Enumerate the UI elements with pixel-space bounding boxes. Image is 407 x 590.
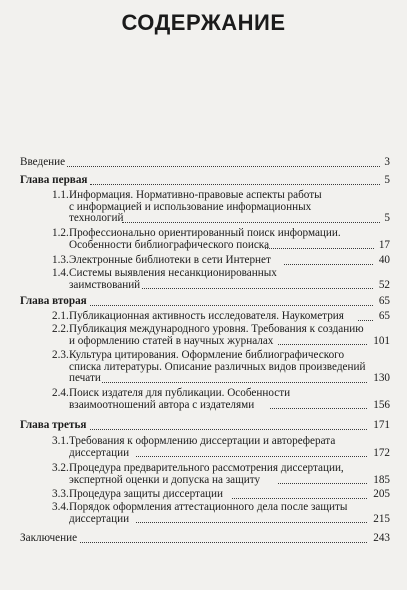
dot-leader <box>80 542 367 543</box>
dot-leader <box>284 264 373 265</box>
section-title-line: печати <box>69 372 101 385</box>
dot-leader <box>358 320 373 321</box>
dot-leader <box>90 184 380 185</box>
section-title-line: Процедура защиты диссертации <box>69 488 224 500</box>
section-title-line: Электронные библиотеки в сети Интернет <box>69 254 271 266</box>
toc-entry-intro <box>20 157 390 169</box>
section-number: 2.4. <box>52 387 69 399</box>
dot-leader <box>122 222 380 223</box>
toc-section-2-2 <box>52 324 390 347</box>
section-number: 3.4. <box>52 501 69 513</box>
toc-section-2-1 <box>52 311 390 323</box>
dot-leader <box>90 305 373 306</box>
section-title-line: Поиск издателя для публикации. Особенности <box>69 387 291 399</box>
toc-section-3-3 <box>52 489 390 501</box>
dot-leader <box>265 248 374 249</box>
dot-leader <box>136 522 367 523</box>
section-title-line: Особенности библиографического поиска <box>69 238 270 251</box>
toc-page-number: 65 <box>378 295 390 307</box>
dot-leader <box>90 429 367 430</box>
dot-leader <box>232 498 367 499</box>
section-number: 2.2. <box>52 323 69 335</box>
section-title-line: Процедура предварительного рассмотрения диссертации, <box>69 462 344 474</box>
toc-section-3-4 <box>52 502 390 525</box>
toc-section-2-4 <box>52 388 390 411</box>
chapter-title: Глава первая <box>20 174 88 186</box>
section-number: 2.1. <box>52 310 69 322</box>
dot-leader <box>136 456 367 457</box>
section-title-line: заимствований <box>69 278 141 291</box>
toc-page-number: 215 <box>373 512 390 525</box>
section-title-line: Порядок оформления аттестационного дела после защиты <box>69 501 348 513</box>
section-title-line: Публикация международного уровня. Требования к созданию <box>69 323 364 335</box>
toc-page-number: 205 <box>373 488 390 500</box>
section-number: 3.1. <box>52 435 69 447</box>
toc-page-number: 185 <box>373 473 390 486</box>
section-title-line: Профессионально ориентированный поиск информации. <box>69 227 341 239</box>
section-title-line: взаимоотношений автора с издателями <box>69 398 255 411</box>
toc-section-3-1 <box>52 436 390 459</box>
dot-leader <box>102 382 367 383</box>
toc-page-number: 101 <box>373 334 390 347</box>
section-number: 1.4. <box>52 267 69 279</box>
toc-page-number: 172 <box>373 446 390 459</box>
toc-page-number: 5 <box>384 174 390 186</box>
chapter-title: Глава вторая <box>20 295 87 307</box>
section-number: 2.3. <box>52 349 69 361</box>
section-title-line: диссертации <box>69 512 130 525</box>
section-title-line: Требования к оформлению диссертации и автореферата <box>69 435 336 447</box>
dot-leader <box>278 483 367 484</box>
section-title-line: с информацией и использование информационных <box>69 200 312 213</box>
toc-page-number: 171 <box>373 419 390 431</box>
toc-section-1-4 <box>52 268 390 291</box>
section-number: 1.1. <box>52 189 69 201</box>
toc-page-number: 17 <box>378 238 390 251</box>
toc-page-number: 65 <box>378 310 390 322</box>
section-number: 1.2. <box>52 227 69 239</box>
toc-page-number: 156 <box>373 398 390 411</box>
toc-section-3-2 <box>52 463 390 486</box>
section-title-line: технологий <box>69 212 124 225</box>
section-title-line: списка литературы. Описание различных видов произведений <box>69 360 366 373</box>
section-number: 3.2. <box>52 462 69 474</box>
dot-leader <box>278 344 367 345</box>
section-title-line: Системы выявления несанкционированных <box>69 267 277 279</box>
section-number: 1.3. <box>52 254 69 266</box>
toc-page-number: 243 <box>373 532 390 544</box>
toc-chapter-2 <box>20 296 390 308</box>
toc-chapter-3 <box>20 420 390 432</box>
toc-page-number: 5 <box>384 212 390 225</box>
toc-page-number: 40 <box>378 254 390 266</box>
toc-entry-label: Введение <box>20 156 66 168</box>
dot-leader <box>67 166 380 167</box>
toc-section-1-3 <box>52 255 390 267</box>
toc-section-2-3 <box>52 350 390 385</box>
toc-entry-conclusion <box>20 533 390 545</box>
dot-leader <box>142 288 373 289</box>
toc-section-1-2 <box>52 228 390 251</box>
page-title: СОДЕРЖАНИЕ <box>121 10 286 35</box>
section-title-line: диссертации <box>69 446 130 459</box>
section-title-line: экспертной оценки и допуска на защиту <box>69 473 261 486</box>
chapter-title: Глава третья <box>20 419 87 431</box>
dot-leader <box>270 408 367 409</box>
section-number: 3.3. <box>52 488 69 500</box>
section-title-line: и оформлению статей в научных журналах <box>69 334 274 347</box>
toc-section-1-1 <box>52 190 390 225</box>
toc-entry-label: Заключение <box>20 532 78 544</box>
toc-chapter-1 <box>20 175 390 187</box>
toc-page-number: 130 <box>373 372 390 385</box>
section-title-line: Публикационная активность исследователя. Наукометрия <box>69 310 344 322</box>
toc-page-number: 52 <box>378 278 390 291</box>
toc-page-number: 3 <box>384 156 390 168</box>
section-title-line: Культура цитирования. Оформление библиографического <box>69 349 345 361</box>
section-title-line: Информация. Нормативно-правовые аспекты работы <box>69 189 322 201</box>
